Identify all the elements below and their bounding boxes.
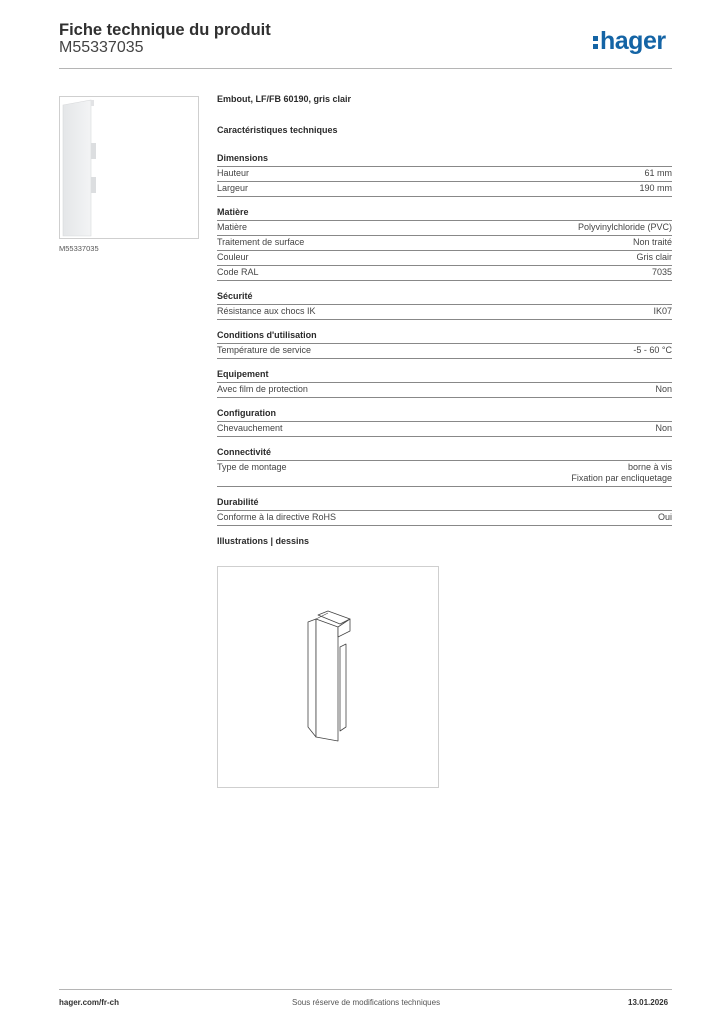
spec-label: Avec film de protection xyxy=(217,384,308,394)
spec-group-conditions xyxy=(217,330,672,359)
spec-value: borne à vis xyxy=(627,462,672,472)
thumbnail-caption: M55337035 xyxy=(59,244,99,253)
footer-date: 13.01.2026 xyxy=(628,998,669,1007)
product-name: Embout, LF/FB 60190, gris clair xyxy=(217,94,352,104)
spec-label: Conforme à la directive RoHS xyxy=(217,512,337,522)
spec-group-dimensions xyxy=(217,153,672,197)
group-title: Conditions d'utilisation xyxy=(217,330,317,340)
logo-text: hager xyxy=(600,27,666,55)
logo-colon-icon xyxy=(593,33,598,50)
product-drawing xyxy=(217,566,439,788)
spec-row xyxy=(217,382,672,398)
spec-value: Oui xyxy=(657,512,672,522)
header-divider xyxy=(59,68,672,69)
spec-content xyxy=(217,94,672,546)
group-title: Sécurité xyxy=(217,291,253,301)
spec-row xyxy=(217,250,672,265)
spec-row xyxy=(217,460,672,487)
spec-label: Traitement de surface xyxy=(217,237,305,247)
spec-value-multi xyxy=(571,462,672,484)
group-title: Equipement xyxy=(217,369,269,379)
spec-row xyxy=(217,166,672,181)
spec-value: -5 - 60 °C xyxy=(633,345,672,355)
spec-group-durability xyxy=(217,497,672,526)
spec-row xyxy=(217,235,672,250)
spec-value: Gris clair xyxy=(636,252,672,262)
spec-label: Largeur xyxy=(217,183,249,193)
illustrations-heading: Illustrations | dessins xyxy=(217,536,310,546)
spec-value: Non traité xyxy=(632,237,672,247)
spec-row xyxy=(217,265,672,281)
spec-label: Température de service xyxy=(217,345,312,355)
spec-group-connectivity xyxy=(217,447,672,487)
group-title: Connectivité xyxy=(217,447,272,457)
spec-label: Résistance aux chocs IK xyxy=(217,306,316,316)
spec-group-configuration xyxy=(217,408,672,437)
spec-label: Hauteur xyxy=(217,168,250,178)
spec-row xyxy=(217,510,672,526)
spec-value: 61 mm xyxy=(644,168,672,178)
spec-value: Fixation par encliquetage xyxy=(571,473,672,483)
footer-notice: Sous réserve de modifications techniques xyxy=(292,998,441,1007)
group-title: Durabilité xyxy=(217,497,259,507)
spec-row xyxy=(217,343,672,359)
spec-group-material xyxy=(217,207,672,281)
spec-value: IK07 xyxy=(653,306,672,316)
spec-value: 190 mm xyxy=(639,183,672,193)
hager-logo xyxy=(593,27,666,56)
group-title: Matière xyxy=(217,207,249,217)
group-title: Dimensions xyxy=(217,153,269,163)
end-cap-drawing-icon xyxy=(218,567,438,787)
spec-label: Chevauchement xyxy=(217,423,283,433)
spec-group-equipment xyxy=(217,369,672,398)
spec-value: Polyvinylchloride (PVC) xyxy=(577,222,672,232)
group-title: Configuration xyxy=(217,408,276,418)
spec-label: Couleur xyxy=(217,252,249,262)
spec-row xyxy=(217,220,672,235)
specs-heading: Caractéristiques techniques xyxy=(217,125,338,135)
spec-label: Matière xyxy=(217,222,248,232)
footer-divider xyxy=(59,989,672,990)
spec-row xyxy=(217,421,672,437)
spec-value: 7035 xyxy=(651,267,672,277)
end-cap-photo-icon xyxy=(60,97,198,238)
document-title: Fiche technique du produit xyxy=(59,21,271,39)
product-reference: M55337035 xyxy=(59,39,144,56)
spec-value: Non xyxy=(655,423,672,433)
product-thumbnail xyxy=(59,96,199,239)
spec-row xyxy=(217,181,672,197)
spec-group-safety xyxy=(217,291,672,320)
spec-value: Non xyxy=(655,384,672,394)
spec-label: Type de montage xyxy=(217,462,287,472)
spec-row xyxy=(217,304,672,320)
spec-label: Code RAL xyxy=(217,267,259,277)
footer-website[interactable]: hager.com/fr-ch xyxy=(59,998,120,1007)
